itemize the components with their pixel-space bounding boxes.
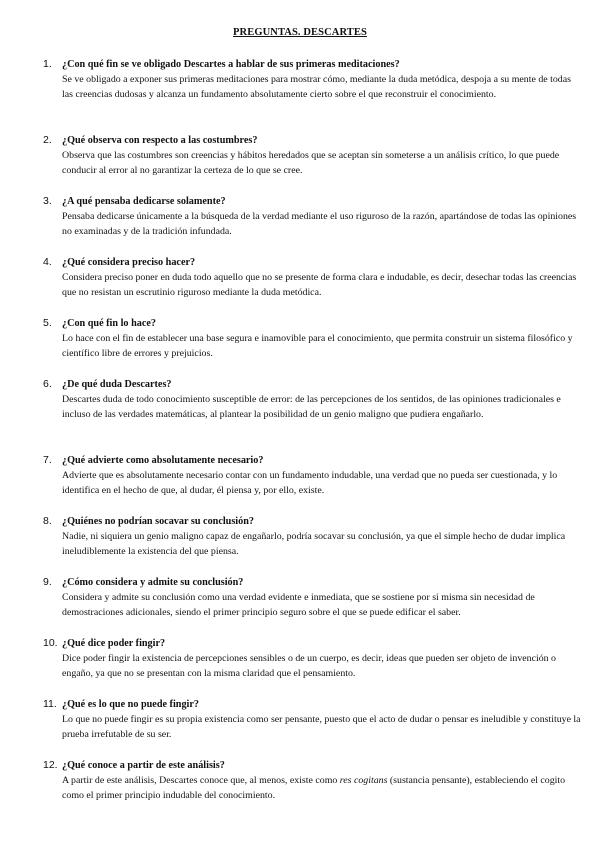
question-text: ¿Qué observa con respecto a las costumbres?: [62, 135, 258, 146]
answer-emphasis: res cogitans: [339, 775, 388, 786]
answer-text: [62, 773, 583, 803]
question-item-10: [43, 634, 583, 695]
answer-text: Considera preciso poner en duda todo aquello que no se presente de forma clara e indudable, es decir, desechar todas las creencias que no resistan un escrutinio riguroso mediante la duda metódica.: [62, 272, 577, 299]
question-text: ¿A qué pensaba dedicarse solamente?: [62, 196, 226, 207]
question-item-7: [43, 451, 583, 512]
question-number: 2.: [43, 134, 52, 146]
answer-text: Lo hace con el fin de establecer una base segura e inamovible para el conocimiento, que permita construir un sistema filosófico y científico libre de errores y prejuicios.: [62, 333, 573, 360]
question-number: 9.: [43, 576, 52, 588]
answer-text: Advierte que es absolutamente necesario contar con un fundamento indudable, una verdad que no pueda ser cuestionada, y lo identifica en el hecho de que, al dudar, él piensa y, por ello, existe.: [62, 470, 558, 497]
question-number: 6.: [43, 378, 52, 390]
question-item-3: [43, 192, 583, 253]
question-text: ¿Con qué fin lo hace?: [62, 318, 156, 329]
answer-text: Pensaba dedicarse únicamente a la búsqueda de la verdad mediante el uso riguroso de la razón, apartándose de todas las opiniones no examinadas y de la tradición infundada.: [62, 211, 577, 238]
question-item-9: [43, 573, 583, 634]
answer-text: Descartes duda de todo conocimiento susceptible de error: de las percepciones de los sentidos, de las opiniones tradicionales e incluso de las verdades matemáticas, al plantear la posibilidad de un genio maligno que pudiera engañarlo.: [62, 394, 561, 421]
question-item-8: [43, 512, 583, 573]
question-number: 4.: [43, 256, 52, 268]
question-text: ¿Qué considera preciso hacer?: [62, 257, 196, 268]
question-number: 7.: [43, 454, 52, 466]
question-text: ¿Con qué fin se ve obligado Descartes a hablar de sus primeras meditaciones?: [62, 59, 400, 70]
answer-text: Se ve obligado a exponer sus primeras meditaciones para mostrar cómo, mediante la duda metódica, despoja a su mente de todas las creencias dudosas y alcanza un fundamento absolutamente cierto sobre el que reconstruir el conocimiento.: [62, 74, 571, 101]
answer-text: Observa que las costumbres son creencias y hábitos heredados que se aceptan sin someterse a un análisis crítico, lo que puede conducir al error al no garantizar la certeza de lo que se cree.: [62, 150, 560, 177]
question-item-1: [43, 55, 583, 131]
question-text: ¿Qué advierte como absolutamente necesario?: [62, 455, 264, 466]
question-text: ¿Qué conoce a partir de este análisis?: [62, 760, 225, 771]
question-item-2: [43, 131, 583, 192]
answer-text-end: (sustancia pensante), estableciendo el cogito como el primer principio indudable del conocimiento.: [62, 775, 566, 802]
question-item-6: [43, 375, 583, 451]
question-number: 10.: [43, 637, 58, 649]
question-number: 1.: [43, 58, 52, 70]
question-item-5: [43, 314, 583, 375]
question-item-11: [43, 695, 583, 756]
question-text: ¿De qué duda Descartes?: [62, 379, 172, 390]
question-text: ¿Cómo considera y admite su conclusión?: [62, 577, 244, 588]
question-text: ¿Quiénes no podrían socavar su conclusión?: [62, 516, 254, 527]
question-text: ¿Qué es lo que no puede fingir?: [62, 699, 199, 710]
document-title: PREGUNTAS. DESCARTES: [233, 27, 367, 38]
answer-text: Nadie, ni siquiera un genio maligno capaz de engañarlo, podría socavar su conclusión, ya que el simple hecho de dudar implica ineludiblemente la existencia del que piensa.: [62, 531, 566, 558]
question-item-4: [43, 253, 583, 314]
question-list: [43, 55, 583, 817]
answer-text: Considera y admite su conclusión como una verdad evidente e inmediata, que se sostiene por sí misma sin necesidad de demostraciones adicionales, siendo el primer principio seguro sobre el que se puede edificar el saber.: [62, 592, 535, 619]
answer-text: Dice poder fingir la existencia de percepciones sensibles o de un cuerpo, es decir, ideas que pueden ser objeto de invención o engaño, ya que no se presentan con la misma claridad que el pensamiento.: [62, 653, 556, 680]
question-number: 8.: [43, 515, 52, 527]
question-number: 12.: [43, 759, 58, 771]
question-text: ¿Qué dice poder fingir?: [62, 638, 166, 649]
answer-text-start: A partir de este análisis, Descartes conoce que, al menos, existe como: [62, 775, 340, 786]
question-number: 11.: [43, 698, 57, 710]
question-number: 3.: [43, 195, 52, 207]
question-item-12: [43, 756, 583, 817]
question-number: 5.: [43, 317, 52, 329]
answer-text: Lo que no puede fingir es su propia existencia como ser pensante, puesto que el acto de dudar o pensar es ineludible y constituye la prueba irrefutable de su ser.: [62, 714, 581, 741]
